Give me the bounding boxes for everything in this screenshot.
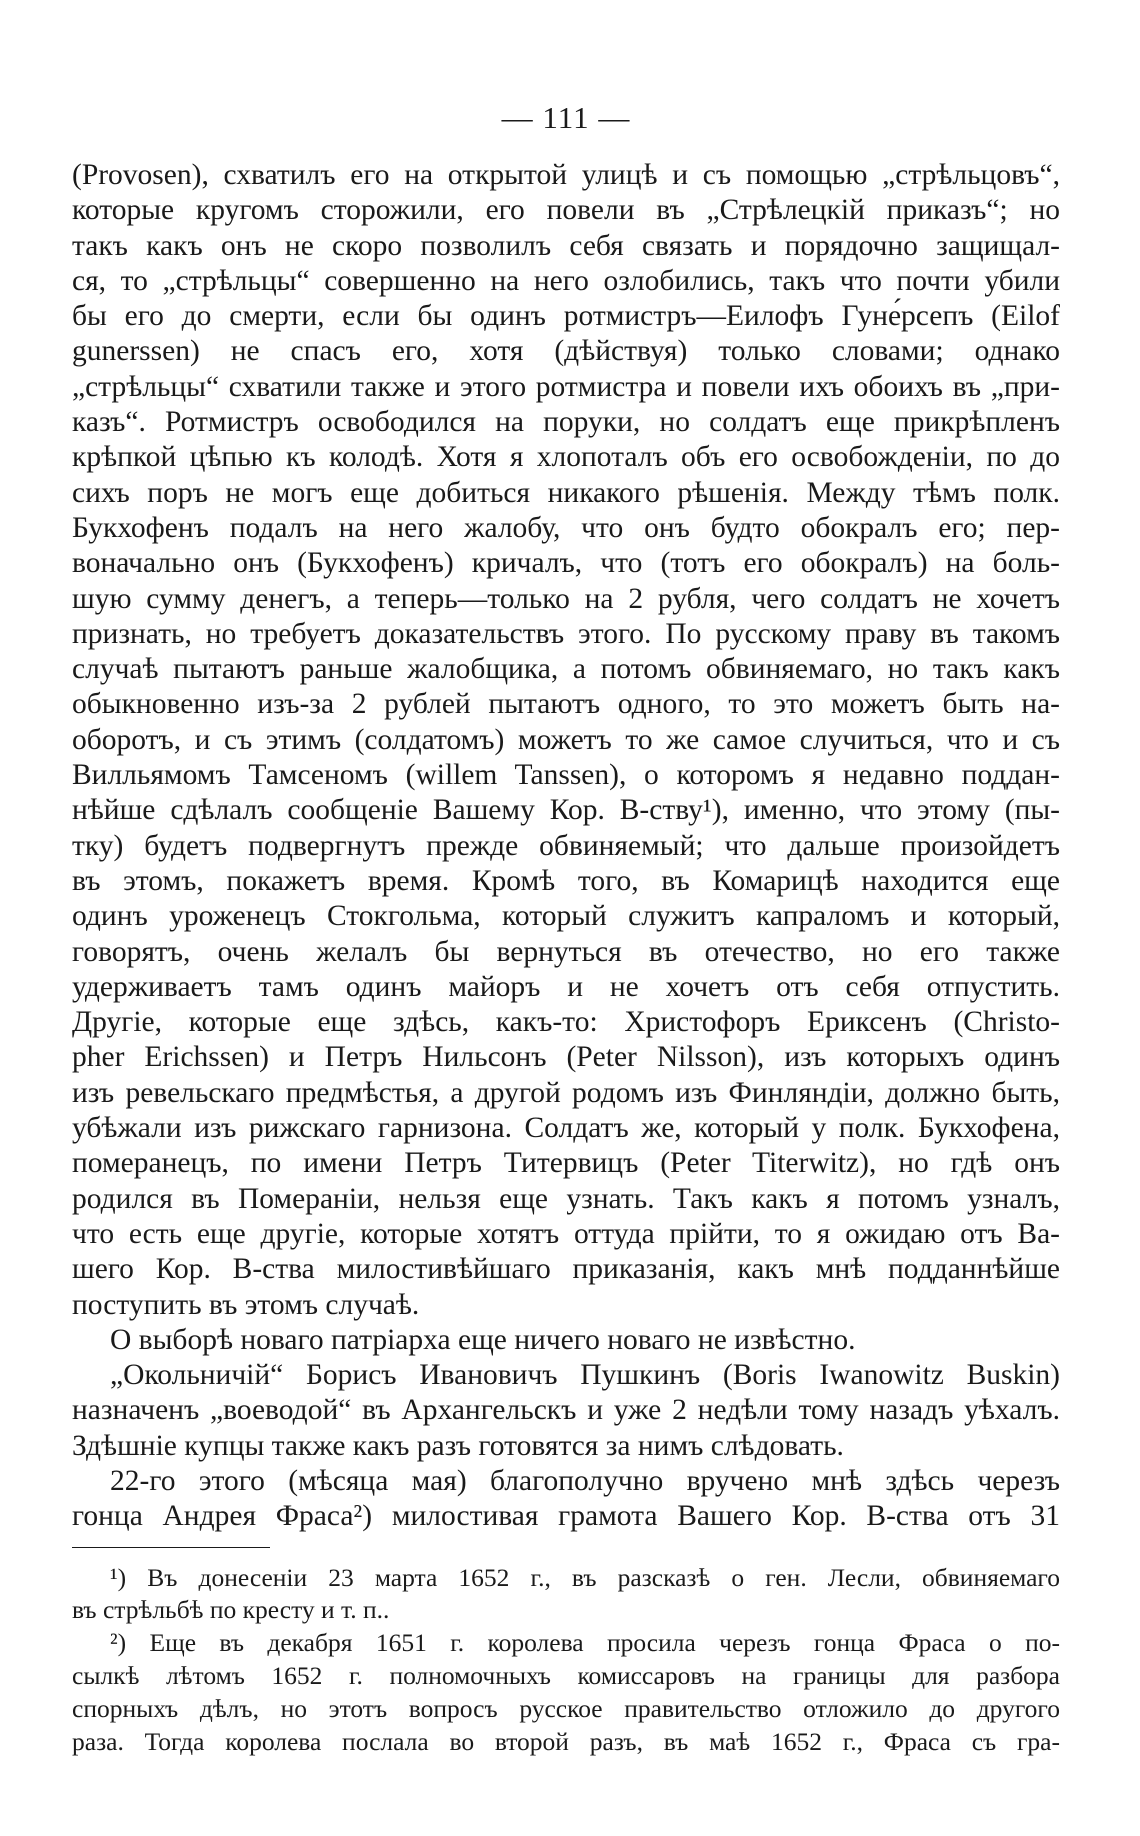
text-line: Здѣшніе купцы также какъ разъ готовятся за нимъ слѣдовать. <box>72 1429 844 1462</box>
footnote-line: въ стрѣльбѣ по кресту и т. п.. <box>72 1595 390 1625</box>
text-line: крѣпкой цѣпью къ колодѣ. Хотя я хлопоталъ объ его освобожденіи, по до <box>72 441 1060 474</box>
text-line: поступить въ этомъ случаѣ. <box>72 1288 420 1321</box>
text-line: въ этомъ, покажетъ время. Кромѣ того, въ Комарицѣ находится еще <box>72 864 1060 897</box>
text-line: назначенъ „воеводой“ въ Архангельскъ и уже 2 недѣли тому назадъ уѣхалъ. <box>72 1394 1060 1427</box>
footnote-line: ¹) Въ донесеніи 23 марта 1652 г., въ разсказѣ о ген. Лесли, обвиняемаго <box>110 1562 1060 1592</box>
text-line: говорятъ, очень желалъ бы вернуться въ отечество, но его также <box>72 935 1060 968</box>
footnote-line: ²) Еще въ декабря 1651 г. королева просила черезъ гонца Фраса о по- <box>110 1628 1060 1658</box>
text-line: убѣжали изъ рижскаго гарнизона. Солдатъ же, который у полк. Букхофена, <box>72 1112 1060 1145</box>
text-line: казъ“. Ротмистръ освободился на поруки, но солдатъ еще прикрѣпленъ <box>72 406 1060 439</box>
text-line: померанецъ, по имени Петръ Титервицъ (Peter Titerwitz), но гдѣ онъ <box>72 1147 1060 1180</box>
text-line: О выборѣ новаго патріарха еще ничего новаго не извѣстно. <box>110 1323 856 1356</box>
document-page <box>72 100 1060 1758</box>
footnote-line: спорныхъ дѣлъ, но этотъ вопросъ русское правительство отложило до другого <box>72 1693 1060 1723</box>
text-line: сихъ поръ не могъ еще добиться никакого рѣшенія. Между тѣмъ полк. <box>72 476 1060 509</box>
text-line: „Окольничій“ Борисъ Ивановичъ Пушкинъ (Boris Iwanowitz Buskin) <box>110 1359 1060 1392</box>
text-line: (Provosen), схватилъ его на открытой улицѣ и съ помощью „стрѣльцовъ“, <box>72 159 1060 191</box>
text-line: тку) будетъ подвергнутъ прежде обвиняемый; что дальше произойдетъ <box>72 829 1060 862</box>
text-line: которые кругомъ сторожили, его повели въ „Стрѣлецкій приказъ“; но <box>72 194 1060 227</box>
text-line: „стрѣльцы“ схватили также и этого ротмистра и повели ихъ обоихъ въ „при- <box>72 370 1060 403</box>
text-line: Другіе, которые еще здѣсь, какъ-то: Христофоръ Ериксенъ (Christo- <box>72 1006 1060 1039</box>
text-line: шего Кор. В-ства милостивѣйшаго приказанія, какъ мнѣ подданнѣйше <box>72 1253 1060 1286</box>
text-line: 22-го этого (мѣсяца мая) благополучно вручено мнѣ здѣсь черезъ <box>110 1464 1060 1497</box>
text-line: случаѣ пытаютъ раньше жалобщика, а потомъ обвиняемаго, но такъ какъ <box>72 653 1060 686</box>
page-number: — 111 — <box>501 100 631 135</box>
text-line: gunerssen) не спасъ его, хотя (дѣйствуя) только словами; однако <box>72 335 1060 368</box>
paragraph <box>72 158 1060 1323</box>
text-line: бы его до смерти, если бы одинъ ротмистръ—Еилофъ Гуне́рсепъ (Eilof <box>72 300 1060 333</box>
text-line: гонца Андрея Фраса²) милостивая грамота Вашего Кор. В-ства отъ 31 <box>72 1500 1060 1533</box>
text-line: оборотъ, и съ этимъ (солдатомъ) можетъ то же самое случиться, что и съ <box>72 723 1060 756</box>
text-line: изъ ревельскаго предмѣстья, а другой родомъ изъ Финляндіи, должно быть, <box>72 1076 1060 1109</box>
footnote-divider <box>72 1547 270 1548</box>
text-line: ся, то „стрѣльцы“ совершенно на него озлобились, такъ что почти убили <box>72 264 1060 297</box>
text-line: pher Erichssen) и Петръ Нильсонъ (Peter Nilsson), изъ которыхъ одинъ <box>72 1041 1060 1074</box>
text-line: Букхофенъ подалъ на него жалобу, что онъ будто обокралъ его; пер- <box>72 511 1060 544</box>
text-line: Вилльямомъ Тамсеномъ (willem Tanssen), о которомъ я недавно поддан- <box>72 759 1060 792</box>
text-line: шую сумму денегъ, а теперь—только на 2 рубля, чего солдатъ не хочетъ <box>72 582 1060 615</box>
footnote-line: сылкѣ лѣтомъ 1652 г. полномочныхъ комиссаровъ на границы для разбора <box>72 1660 1060 1690</box>
footnote <box>72 1562 1060 1628</box>
paragraph <box>72 1323 1060 1358</box>
text-line: такъ какъ онъ не скоро позволилъ себя связать и порядочно защищал- <box>72 229 1060 262</box>
paragraph <box>72 1358 1060 1464</box>
text-line: признать, но требуетъ доказательствъ этого. По русскому праву въ такомъ <box>72 617 1060 650</box>
main-text <box>72 158 1060 1535</box>
text-line: одинъ уроженецъ Стокгольма, который служитъ капраломъ и который, <box>72 900 1060 933</box>
text-line: родился въ Помераніи, нельзя еще узнать. Такъ какъ я потомъ узналъ, <box>72 1182 1060 1215</box>
text-line: удерживаетъ тамъ одинъ майоръ и не хочетъ отъ себя отпустить. <box>72 970 1060 1003</box>
footnotes <box>72 1562 1060 1759</box>
footnote <box>72 1627 1060 1758</box>
text-line: что есть еще другіе, которые хотятъ оттуда прійти, то я ожидаю отъ Ва- <box>72 1217 1060 1250</box>
footnote-line: раза. Тогда королева послала во второй разъ, въ маѣ 1652 г., Фраса съ гра- <box>72 1726 1060 1756</box>
text-line: нѣйше сдѣлалъ сообщеніе Вашему Кор. В-ству¹), именно, что этому (пы- <box>72 794 1060 827</box>
paragraph <box>72 1464 1060 1535</box>
text-line: воначально онъ (Букхофенъ) кричалъ, что (тотъ его обокралъ) на боль- <box>72 547 1060 580</box>
text-line: обыкновенно изъ-за 2 рублей пытаютъ одного, то это можетъ быть на- <box>72 688 1060 721</box>
